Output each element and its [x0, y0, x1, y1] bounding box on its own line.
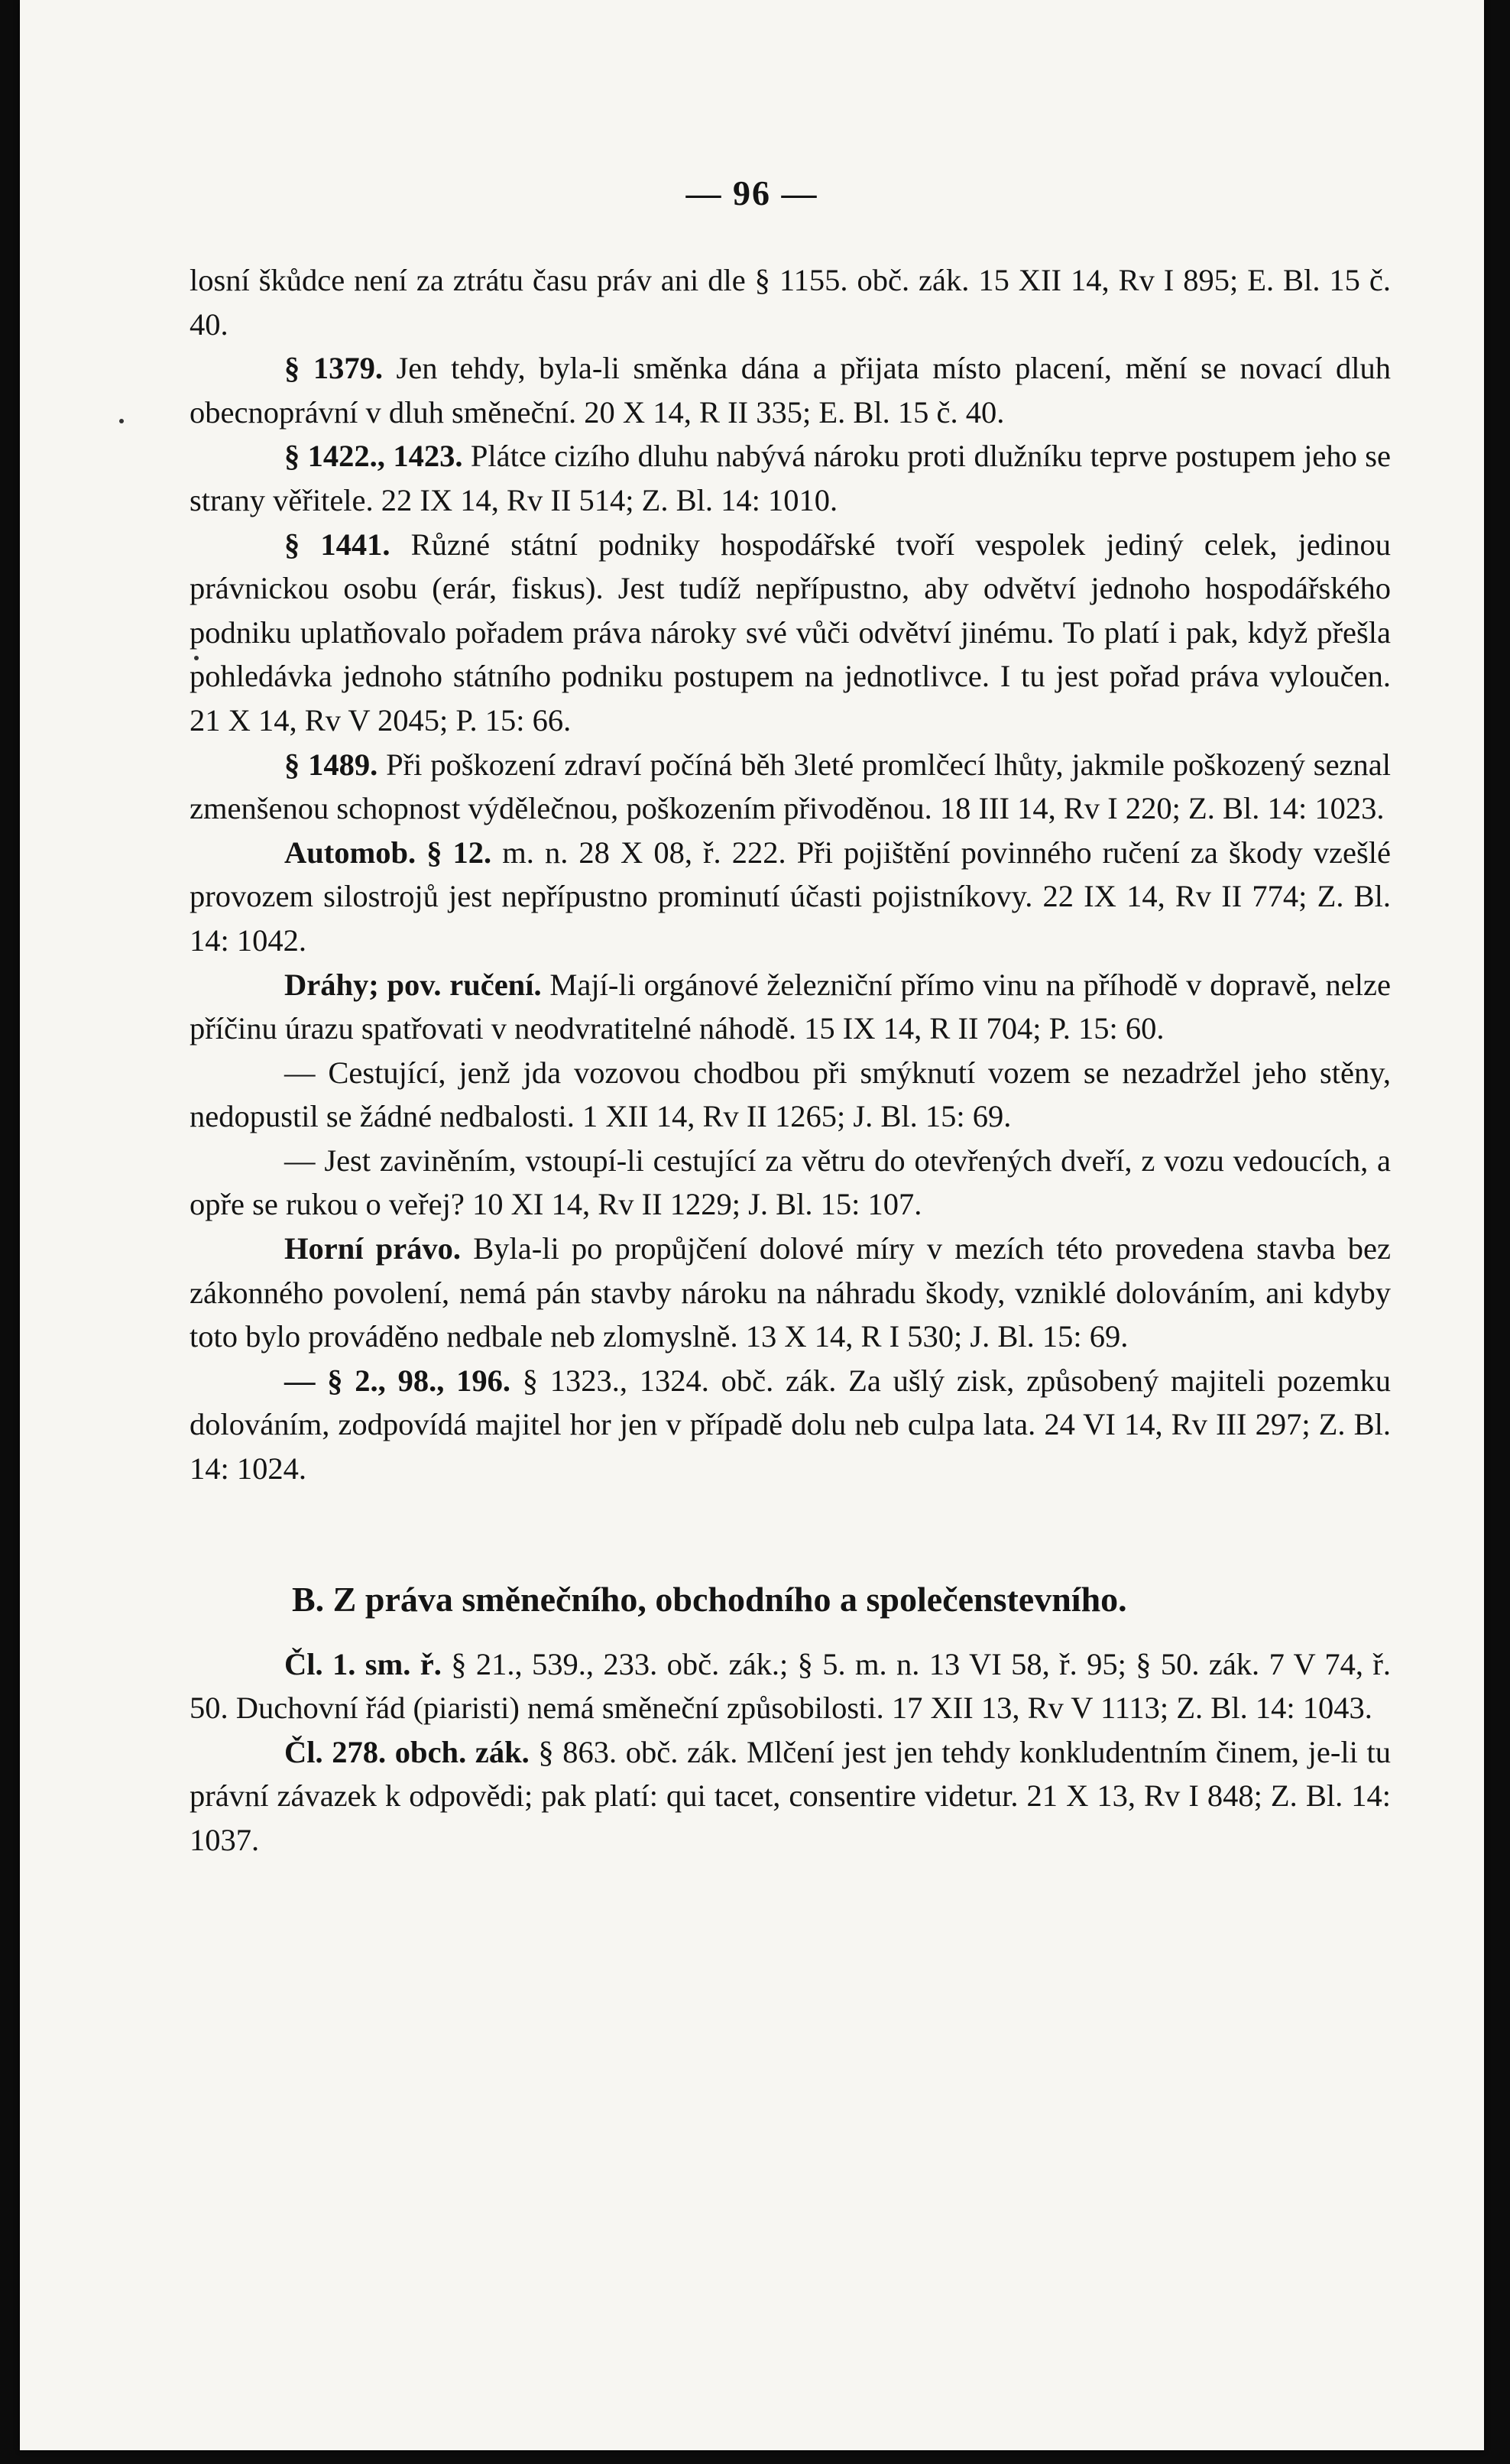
- paragraph-lead: Čl. 1. sm. ř.: [284, 1646, 442, 1681]
- paragraph-lead: Automob. § 12.: [284, 835, 492, 870]
- paragraph-lead: § 1441.: [284, 527, 390, 562]
- paragraph: [190, 1227, 1391, 1359]
- paragraph-text: Plátce cizího dluhu nabývá nároku proti dlužníku teprve postupem jeho se strany věřitele. 22 IX 14, Rv II 514; Z. Bl. 14: 1010.: [190, 439, 1392, 517]
- paragraph-text: m. n. 28 X 08, ř. 222. Při pojištění povinného ručení za škody vzešlé provozem silostrojů jest nepřípustno prominutí účasti pojistníkovy. 22 IX 14, Rv II 774; Z. Bl. 14: 1042.: [190, 835, 1391, 958]
- paragraph-text: Mají-li orgánové železniční přímo vinu na příhodě v dopravě, nelze příčinu úrazu spatřovati v neodvratitelné náhodě. 15 IX 14, R II 704; P. 15: 60.: [190, 967, 1391, 1046]
- paragraph: [190, 1051, 1391, 1139]
- paragraph-lead: Dráhy; pov. ručení.: [284, 967, 542, 1002]
- section-heading: B. Z práva směnečního, obchodního a společenstevního.: [292, 1579, 1127, 1619]
- paragraph-text: § 863. obč. zák. Mlčení jest jen tehdy konkludentním činem, je-li tu právní závazek k odpovědi; pak platí: qui tacet, consentire videtur. 21 X 13, Rv I 848; Z. Bl. 14: 1037.: [190, 1734, 1391, 1857]
- paragraph-text: — Jest zaviněním, vstoupí-li cestující za větru do otevřených dveří, z vozu vedoucích, a opře se rukou o veřej? 10 XI 14, Rv II 1229; J. Bl. 15: 107.: [190, 1143, 1391, 1222]
- page-number: — 96 —: [685, 173, 818, 212]
- speck: [119, 419, 124, 423]
- paragraph-lead: Horní právo.: [284, 1231, 462, 1266]
- paragraph-text: losní škůdce není za ztrátu času práv ani dle § 1155. obč. zák. 15 XII 14, Rv I 895; E. Bl. 15 č. 40.: [190, 263, 1391, 342]
- paragraph: [190, 743, 1391, 831]
- paragraph-text: Jen tehdy, byla-li směnka dána a přijata místo placení, mění se novací dluh obecnoprávní v dluh směneční. 20 X 14, R II 335; E. Bl. 15 č. 40.: [190, 351, 1392, 430]
- paragraph: [190, 1730, 1391, 1863]
- book-page: [20, 0, 1484, 2450]
- paragraph-text: Byla-li po propůjčení dolové míry v mezích této provedena stavba bez zákonného povolení, nemá pán stavby nároku na náhradu škody, vzniklé dolováním, ani kdyby toto bylo prováděno nedbale neb zlomyslně. 13 X 14, R I 530; J. Bl. 15: 69.: [190, 1231, 1391, 1354]
- paragraph-lead: Čl. 278. obch. zák.: [284, 1734, 530, 1769]
- paragraph: [190, 258, 1391, 346]
- paragraph-text: — Cestující, jenž jda vozovou chodbou při smýknutí vozem se nezadržel jeho stěny, nedopustil se žádné nedbalosti. 1 XII 14, Rv II 1265; J. Bl. 15: 69.: [190, 1055, 1391, 1134]
- paragraph-lead: § 1489.: [284, 747, 378, 782]
- paragraph: [190, 523, 1391, 743]
- paragraph: [190, 434, 1391, 522]
- paragraph: [190, 963, 1391, 1051]
- paragraph-text: Při poškození zdraví počíná běh 3leté promlčecí lhůty, jakmile poškozený seznal zmenšenou schopnost výdělečnou, poškozením přivoděnou. 18 III 14, Rv I 220; Z. Bl. 14: 1023.: [190, 747, 1391, 826]
- paragraph: [190, 831, 1391, 963]
- paragraph: [190, 1642, 1391, 1730]
- paragraph-lead: § 1379.: [284, 351, 383, 386]
- paragraph-text: § 21., 539., 233. obč. zák.; § 5. m. n. 13 VI 58, ř. 95; § 50. zák. 7 V 74, ř. 50. Duchovní řád (piaristi) nemá směneční způsobilosti. 17 XII 13, Rv V 1113; Z. Bl. 14: 1043.: [190, 1646, 1391, 1726]
- paragraph-text: Různé státní podniky hospodářské tvoří vespolek jediný celek, jedinou právnickou osobu (erár, fiskus). Jest tudíž nepřípustno, aby odvětví jednoho hospodářského podniku uplatňovalo pořadem práva nároky své vůči odvětví jinému. To platí i pak, když přešla pohledávka jednoho státního podniku postupem na jednotlivce. I tu jest pořad práva vyloučen. 21 X 14, Rv V 2045; P. 15: 66.: [190, 527, 1391, 738]
- paragraph: [190, 1359, 1391, 1491]
- paragraph: [190, 1139, 1391, 1227]
- paragraph-text: § 1323., 1324. obč. zák. Za ušlý zisk, způsobený majiteli pozemku dolováním, zodpovídá majitel hor jen v případě dolu neb culpa lata. 24 VI 14, Rv III 297; Z. Bl. 14: 1024.: [190, 1363, 1391, 1487]
- page-text: [190, 258, 1391, 1863]
- paragraph-lead: — § 2., 98., 196.: [284, 1363, 510, 1398]
- paragraph: [190, 346, 1391, 434]
- paragraph-lead: § 1422., 1423.: [284, 439, 463, 474]
